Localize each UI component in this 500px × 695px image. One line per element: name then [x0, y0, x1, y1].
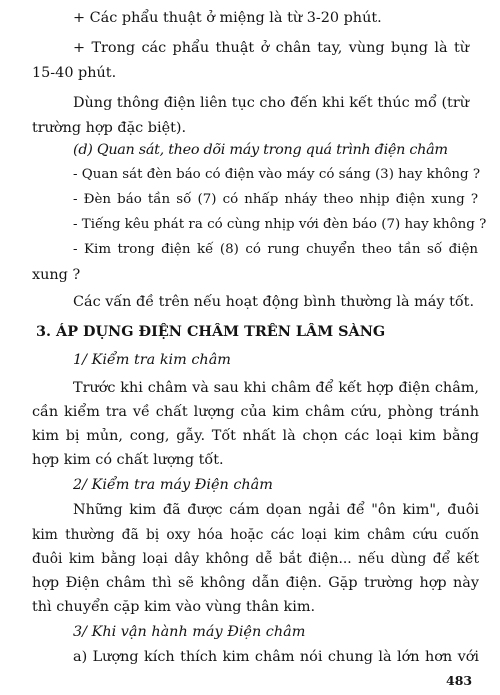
text-line: Những kim đã được cám dọan ngải để "ôn kim", đuôi: [73, 502, 479, 518]
text-line: 15-40 phút.: [32, 65, 117, 81]
text-line: đuôi kim bằng loại dây không dễ bắt điện... nếu dùng để kết: [32, 551, 479, 567]
text-line: kim thường đã bị oxy hóa hoặc các loại kim châm cứu cuốn: [32, 527, 479, 543]
subsection-heading: 2/ Kiểm tra máy Điện châm: [73, 477, 273, 493]
text-line: Trước khi châm và sau khi châm để kết hợp điện châm,: [73, 380, 479, 396]
subsection-heading: (d) Quan sát, theo dõi máy trong quá trình điện châm: [73, 142, 448, 158]
page-number: 483: [446, 673, 473, 688]
text-line: Các vấn đề trên nếu hoạt động bình thường là máy tốt.: [73, 294, 475, 310]
text-line: + Các phẩu thuật ở miệng là từ 3-20 phút.: [73, 10, 382, 26]
text-line: a) Lượng kích thích kim châm nói chung là lớn hơn với: [73, 649, 479, 665]
text-line: + Trong các phẩu thuật ở chân tay, vùng bụng là từ: [73, 40, 469, 56]
text-line: thì chuyển cặp kim vào vùng thân kim.: [32, 599, 316, 615]
subsection-heading: 3/ Khi vận hành máy Điện châm: [73, 624, 306, 640]
text-line: - Kim trong điện kế (8) có rung chuyển theo tần số điện: [73, 242, 478, 257]
text-line: trường hợp đặc biệt).: [32, 120, 187, 136]
text-line: xung ?: [32, 267, 81, 283]
text-line: hợp kim có chất lượng tốt.: [32, 452, 224, 468]
text-line: hợp Điện châm thì sẽ không dẫn điện. Gặp trường hợp này: [32, 575, 479, 591]
text-line: - Quan sát đèn báo có điện vào máy có sáng (3) hay không ?: [73, 167, 481, 182]
text-line: Dùng thông điện liên tục cho đến khi kết thúc mổ (trừ: [73, 95, 469, 111]
text-line: - Tiếng kêu phát ra có cùng nhịp với đèn báo (7) hay không ?: [73, 217, 487, 232]
subsection-heading: 1/ Kiểm tra kim châm: [73, 352, 231, 368]
text-line: kim bị mủn, cong, gẫy. Tốt nhất là chọn các loại kim bằng: [32, 428, 479, 444]
text-line: cần kiểm tra về chất lượng của kim châm cứu, phòng tránh: [32, 404, 479, 420]
text-line: - Đèn báo tần số (7) có nhấp nháy theo nhịp điện xung ?: [73, 192, 478, 207]
section-heading: 3. ÁP DỤNG ĐIỆN CHÂM TRÊN LÂM SÀNG: [36, 323, 386, 340]
